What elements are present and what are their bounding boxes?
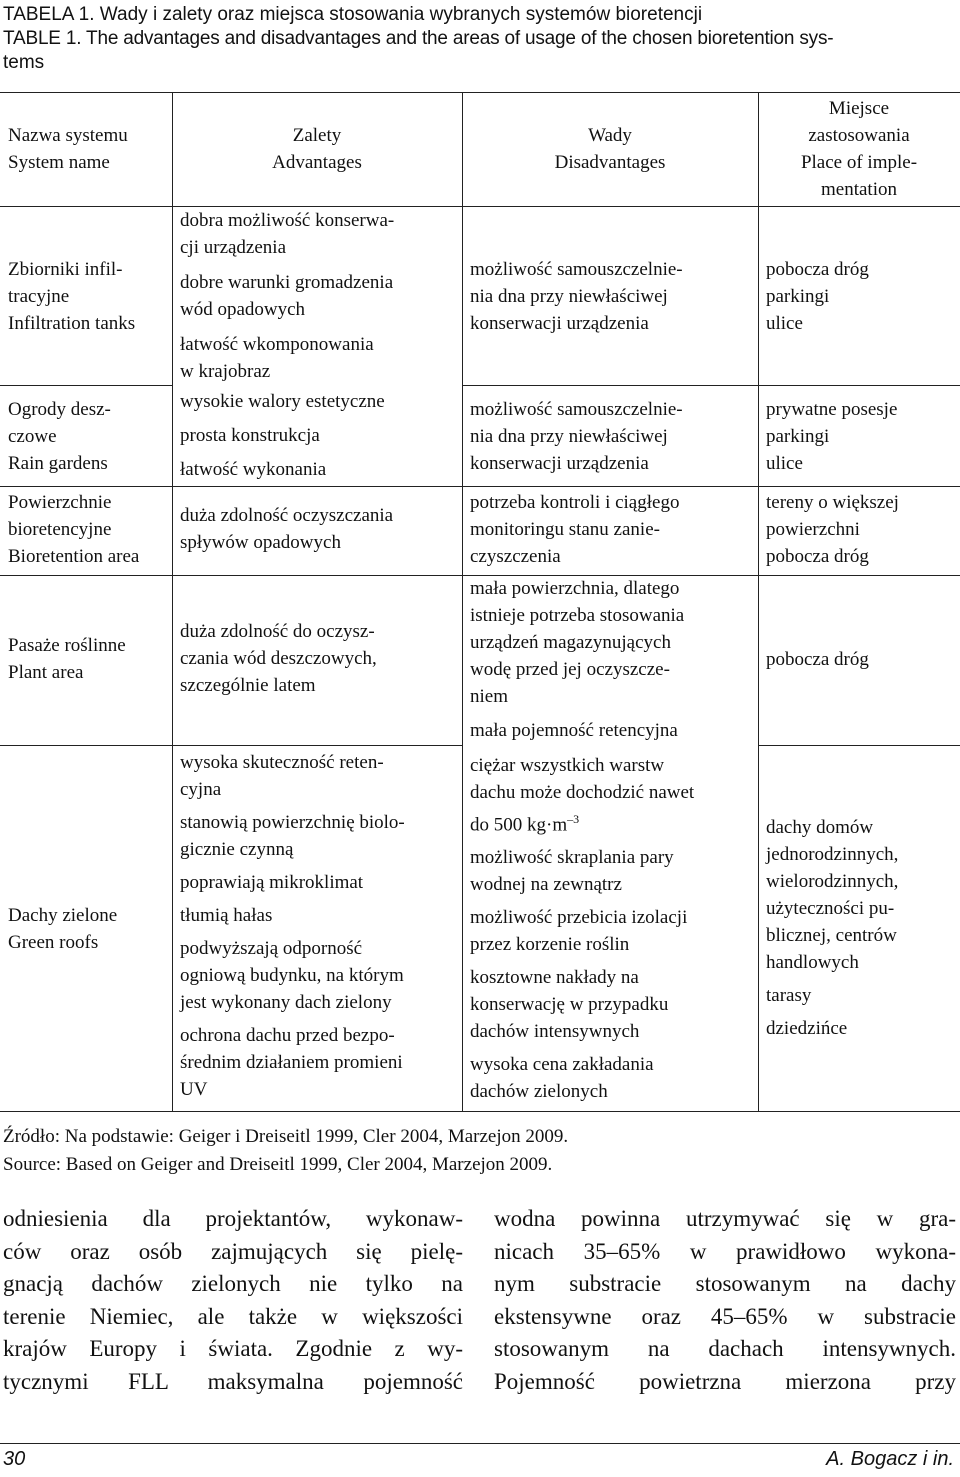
- header-system-name: [8, 122, 168, 176]
- text-line: konserwacji urządzenia: [470, 453, 649, 474]
- text-line: ców oraz osób zajmujących się pielę-: [3, 1238, 463, 1264]
- text-line: ulice: [766, 453, 803, 474]
- row-rule-1: [0, 385, 172, 386]
- text-line: System name: [8, 152, 110, 173]
- text-line: możliwość samouszczelnie-: [470, 259, 683, 280]
- header-place: [758, 95, 960, 203]
- header-advantages: [172, 122, 462, 176]
- text-line: konserwacji urządzenia: [470, 313, 649, 334]
- disadvantage-item: [470, 752, 758, 838]
- text-line: handlowych: [766, 952, 859, 973]
- text-line: pobocza dróg: [766, 259, 869, 280]
- text-line: dachów intensywnych: [470, 1021, 640, 1043]
- text-line: mentation: [821, 179, 897, 200]
- footer-rule: [0, 1443, 960, 1444]
- text-line: wysoka skuteczność reten-: [180, 752, 384, 773]
- text-line: terenie Niemiec, ale także w większości: [3, 1303, 463, 1329]
- text-line: możliwość skraplania pary: [470, 847, 674, 869]
- text-line: Pasaże roślinne: [8, 635, 126, 656]
- text-line: Plant area: [8, 662, 84, 683]
- text-line: urządzeń magazynujących: [470, 632, 671, 653]
- row-infiltration-disadvantages: [470, 256, 758, 337]
- text-line: cyjna: [180, 779, 222, 800]
- text-line: tracyjne: [8, 286, 70, 307]
- row-bioretention-name: [8, 489, 172, 570]
- text-line: Bioretention area: [8, 546, 140, 567]
- col-rule-2: [462, 92, 463, 1111]
- text-line: mała powierzchnia, dlatego: [470, 578, 680, 599]
- place-item: [766, 1015, 960, 1042]
- text-line: odniesienia dla projektantów, wykonaw-: [3, 1206, 463, 1231]
- text-line: potrzeba kontroli i ciągłego: [470, 492, 680, 513]
- source-pl: Źródło: Na podstawie: Geiger i Dreiseitl 1999, Cler 2004, Marzejon 2009.: [3, 1126, 569, 1147]
- text-line: Infiltration tanks: [8, 313, 136, 334]
- text-line: ciężar wszystkich warstw: [470, 755, 665, 776]
- body-text-left: [3, 1203, 463, 1398]
- text-line: istnieje potrzeba stosowania: [470, 605, 685, 626]
- text-line: [470, 806, 758, 838]
- row-plant-disadvantages: [470, 575, 758, 744]
- advantage-item: [180, 207, 460, 261]
- text-line: monitoringu stanu zanie-: [470, 519, 660, 540]
- table-source: [3, 1123, 568, 1179]
- text-line: stanowią powierzchnię biolo-: [180, 812, 405, 833]
- text-line: niem: [470, 686, 508, 707]
- col-rule-3: [758, 92, 759, 1111]
- text-line: dobre warunki gromadzenia: [180, 272, 394, 293]
- text-line: Nazwa systemu: [8, 125, 128, 146]
- body-text-right: [494, 1203, 956, 1398]
- text-line: poprawiają mikroklimat: [180, 872, 364, 893]
- row-rule-4b: [758, 745, 960, 746]
- disadvantage-item: [470, 1051, 758, 1105]
- row-green-name: [8, 902, 168, 956]
- text-line: prywatne posesje: [766, 399, 898, 420]
- text-line: wodnej na zewnątrz: [470, 874, 622, 896]
- text-line: UV: [180, 1079, 208, 1100]
- text-line: wód opadowych: [180, 299, 306, 320]
- text-line: możliwość przebicia izolacji: [470, 907, 688, 929]
- advantage-item: [180, 809, 460, 863]
- text-line: ulice: [766, 313, 803, 334]
- text-line: tycznymi FLL maksymalna pojemność: [3, 1368, 463, 1394]
- text-line: tłumią hałas: [180, 905, 273, 926]
- row-plant-place: [766, 646, 960, 673]
- advantage-item: [180, 935, 460, 1016]
- text-line: Place of imple-: [800, 152, 918, 173]
- text-line: tarasy: [766, 985, 812, 1006]
- disadvantage-item: [470, 844, 758, 898]
- row-plant-name: [8, 632, 168, 686]
- table-caption: [3, 3, 958, 75]
- text-span: do 500 kg·m: [470, 814, 568, 836]
- text-line: ekstensywne oraz 45–65% w substracie: [494, 1303, 956, 1329]
- text-line: podwyższają odporność: [180, 938, 363, 959]
- disadvantage-item: [470, 904, 758, 958]
- advantage-item: prosta konstrukcja: [180, 425, 320, 446]
- row-rain-name: [8, 396, 168, 477]
- text-line: jednorodzinnych,: [766, 844, 899, 865]
- text-line: Wady: [588, 125, 632, 146]
- text-line: Rain gardens: [8, 453, 108, 474]
- text-line: spływów opadowych: [180, 532, 341, 553]
- row-rule-1b: [462, 385, 960, 386]
- text-line: Zalety: [292, 125, 342, 146]
- text-line: ogniową budynku, na którym: [180, 965, 404, 986]
- row-infiltration-name: [8, 256, 168, 337]
- header-rule: [0, 206, 960, 207]
- caption-en-line1: TABLE 1. The advantages and disadvantages and the areas of usage of the chosen bioretention sys-: [3, 28, 834, 49]
- disadvantage-item: [470, 717, 758, 744]
- col-rule-1: [172, 92, 173, 1111]
- text-line: parkingi: [766, 286, 830, 307]
- text-line: dachów zielonych: [470, 1081, 608, 1103]
- advantage-item: [180, 269, 460, 323]
- row-green-disadvantages: [470, 752, 758, 1105]
- header-disadvantages: [462, 122, 758, 176]
- disadvantage-item: [470, 575, 758, 710]
- text-line: przez korzenie roślin: [470, 934, 630, 956]
- text-line: duża zdolność do oczysz-: [180, 621, 375, 642]
- row-green-advantages: [180, 749, 460, 1103]
- advantage-item: [180, 749, 460, 803]
- text-line: Zbiorniki infil-: [8, 259, 123, 280]
- place-item: [766, 814, 960, 976]
- text-line: kosztowne nakłady na: [470, 967, 639, 989]
- table-top-rule: [0, 92, 960, 93]
- row-infiltration-place: [766, 256, 960, 337]
- advantage-item: [180, 869, 460, 896]
- text-line: czowe: [8, 426, 57, 447]
- text-line: Disadvantages: [554, 152, 666, 173]
- caption-en-line2: tems: [3, 52, 45, 73]
- text-line: wodna powinna utrzymywać się w gra-: [494, 1206, 956, 1231]
- text-line: czyszczenia: [470, 546, 561, 567]
- text-line: nia dna przy niewłaściwej: [470, 286, 668, 307]
- text-line: cji urządzenia: [180, 237, 287, 258]
- text-line: tereny o większej: [766, 492, 899, 513]
- row-bioretention-place: [766, 489, 960, 570]
- text-line: Dachy zielone: [8, 905, 118, 926]
- text-line: wielorodzinnych,: [766, 871, 899, 892]
- text-line: powierzchni: [766, 519, 860, 540]
- text-line: dobra możliwość konserwa-: [180, 210, 395, 231]
- row-bioretention-advantages: [180, 502, 460, 556]
- row-infiltration-advantages: [180, 207, 460, 385]
- text-line: Pojemność powietrzna mierzona przy: [494, 1368, 956, 1394]
- advantage-item: [180, 331, 460, 385]
- text-line: pobocza dróg: [766, 546, 869, 567]
- text-line: konserwację w przypadku: [470, 994, 669, 1016]
- text-line: dachu może dochodzić nawet: [470, 782, 695, 803]
- text-line: pobocza dróg: [766, 649, 869, 670]
- text-line: w krajobraz: [180, 361, 271, 382]
- text-line: jest wykonany dach zielony: [180, 992, 392, 1013]
- text-line: Green roofs: [8, 932, 99, 953]
- text-line: duża zdolność oczyszczania: [180, 505, 394, 526]
- text-line: nicach 35–65% w prawidłowo wykona-: [494, 1238, 956, 1264]
- text-line: Advantages: [272, 152, 362, 173]
- text-line: Ogrody desz-: [8, 399, 111, 420]
- row-plant-advantages: [180, 618, 460, 699]
- text-line: bioretencyjne: [8, 519, 112, 540]
- text-line: Miejsce: [828, 98, 890, 119]
- text-line: mała pojemność retencyjna: [470, 720, 678, 741]
- text-line: nym substracie stosowanym na dachy: [494, 1271, 956, 1296]
- text-line: stosowanym na dachach intensywnych.: [494, 1336, 956, 1361]
- text-line: dachy domów: [766, 817, 874, 838]
- text-line: średnim działaniem promieni: [180, 1052, 403, 1073]
- row-rule-2: [0, 486, 960, 487]
- text-line: gicznie czynną: [180, 839, 294, 860]
- text-line: dziedzińce: [766, 1018, 848, 1039]
- text-line: wysoka cena zakładania: [470, 1054, 654, 1076]
- text-line: możliwość samouszczelnie-: [470, 399, 683, 420]
- text-line: nia dna przy niewłaściwej: [470, 426, 668, 447]
- advantage-item: łatwość wykonania: [180, 459, 327, 480]
- exponent: –3: [567, 812, 580, 826]
- text-line: parkingi: [766, 426, 830, 447]
- row-bioretention-disadvantages: [470, 489, 758, 570]
- caption-pl: TABELA 1. Wady i zalety oraz miejsca stosowania wybranych systemów bioretencji: [3, 4, 703, 25]
- text-line: ochrona dachu przed bezpo-: [180, 1025, 395, 1046]
- row-rain-disadvantages: [470, 396, 758, 477]
- text-line: krajów Europy i świata. Zgodnie z wy-: [3, 1336, 463, 1361]
- advantage-item: wysokie walory estetyczne: [180, 391, 385, 412]
- page-number: 30: [3, 1448, 26, 1470]
- disadvantage-item: [470, 964, 758, 1045]
- text-line: gnacją dachów zielonych nie tylko na: [3, 1271, 463, 1296]
- text-line: blicznej, centrów: [766, 925, 897, 946]
- text-line: wodę przed jej oczyszcze-: [470, 659, 670, 680]
- text-line: szczególnie latem: [180, 675, 316, 696]
- advantage-item: [180, 1022, 460, 1103]
- text-line: użyteczności pu-: [766, 898, 895, 919]
- text-line: łatwość wkomponowania: [180, 334, 374, 355]
- row-rule-4a: [0, 745, 462, 746]
- row-rain-advantages: [180, 388, 460, 483]
- row-green-place: [766, 814, 960, 1042]
- text-line: zastosowania: [808, 125, 910, 146]
- row-rain-place: [766, 396, 960, 477]
- text-line: Powierzchnie: [8, 492, 112, 513]
- table-bottom-rule: [0, 1111, 960, 1112]
- advantage-item: [180, 902, 460, 929]
- place-item: [766, 982, 960, 1009]
- source-en: Source: Based on Geiger and Dreiseitl 1999, Cler 2004, Marzejon 2009.: [3, 1154, 553, 1175]
- running-author: A. Bogacz i in.: [826, 1448, 954, 1470]
- text-line: czania wód deszczowych,: [180, 648, 377, 669]
